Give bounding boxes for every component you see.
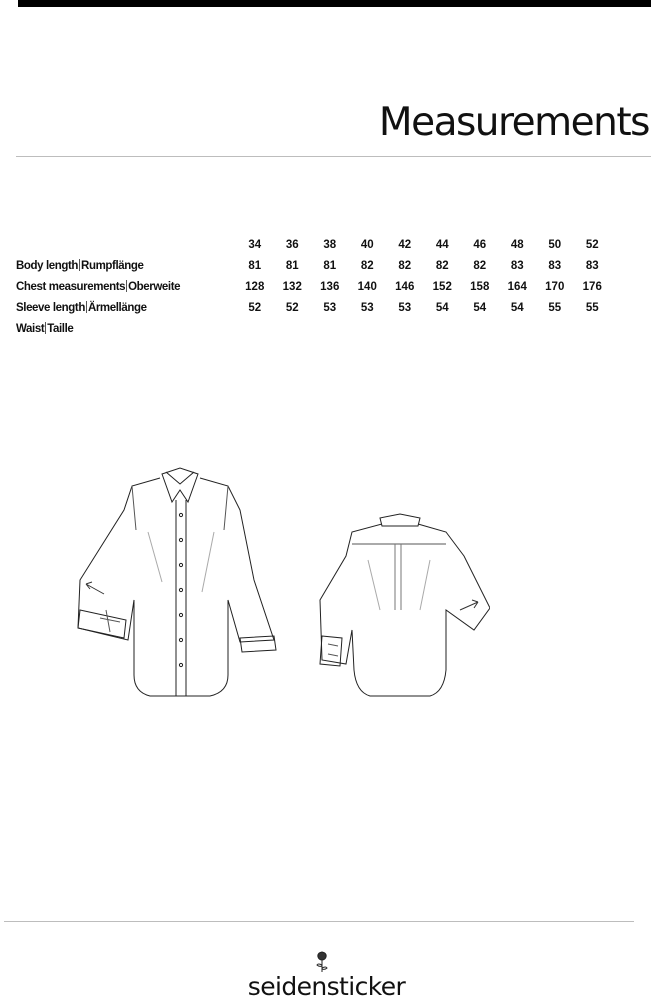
table-row — [16, 297, 611, 318]
label-separator — [79, 259, 80, 271]
table-cell: 81 — [323, 259, 337, 272]
table-cell: 82 — [435, 259, 449, 272]
table-cell: 83 — [585, 259, 599, 272]
table-row — [16, 276, 611, 297]
table-cell: 170 — [545, 280, 565, 293]
brand-logo: seidensticker — [247, 972, 406, 1001]
table-cell: 158 — [470, 280, 490, 293]
size-header-cell: 42 — [398, 238, 412, 251]
table-cell: 176 — [582, 280, 602, 293]
row-label — [16, 297, 236, 318]
rose-icon — [314, 950, 330, 974]
divider-top — [16, 156, 651, 157]
table-cell: 83 — [548, 259, 562, 272]
table-cell: 128 — [245, 280, 265, 293]
row-label-en: Waist — [16, 323, 45, 335]
size-header-cell: 38 — [323, 238, 337, 251]
header-spacer — [16, 234, 236, 255]
label-separator — [126, 280, 127, 292]
table-cell: 82 — [360, 259, 374, 272]
table-cell: 140 — [357, 280, 377, 293]
table-cell: 54 — [473, 301, 487, 314]
row-label-en: Body length — [16, 260, 79, 272]
table-cell: 53 — [360, 301, 374, 314]
table-row — [16, 318, 611, 339]
label-separator — [86, 301, 87, 313]
size-header-cell: 34 — [248, 238, 262, 251]
row-label-de: Rumpflänge — [81, 260, 144, 272]
row-label-de: Taille — [47, 323, 74, 335]
size-header-cell: 48 — [510, 238, 524, 251]
table-cell: 55 — [585, 301, 599, 314]
table-cell: 53 — [323, 301, 337, 314]
row-label-en: Sleeve length — [16, 302, 85, 314]
size-header-cell: 44 — [435, 238, 449, 251]
size-table — [16, 234, 636, 339]
table-cell: 164 — [507, 280, 527, 293]
table-cell: 132 — [282, 280, 302, 293]
table-cell: 53 — [398, 301, 412, 314]
table-cell: 52 — [248, 301, 262, 314]
top-bar — [18, 0, 651, 7]
size-header-row — [16, 234, 611, 255]
table-cell: 52 — [285, 301, 299, 314]
table-cell: 55 — [548, 301, 562, 314]
row-label-de: Ärmellänge — [87, 302, 147, 314]
size-header-cell: 36 — [285, 238, 299, 251]
table-cell: 81 — [285, 259, 299, 272]
row-label-de: Oberweite — [128, 281, 181, 293]
table-cell: 83 — [510, 259, 524, 272]
size-header-cell: 46 — [473, 238, 487, 251]
size-header-cell: 40 — [360, 238, 374, 251]
table-row — [16, 255, 611, 276]
row-label — [16, 276, 236, 297]
table-cell: 146 — [395, 280, 415, 293]
row-label-en: Chest measurements — [16, 281, 126, 293]
divider-bottom — [4, 921, 634, 922]
table-cell: 54 — [435, 301, 449, 314]
shirt-back-sketch — [320, 514, 490, 696]
table-cell: 54 — [510, 301, 524, 314]
shirt-front-sketch — [78, 468, 276, 696]
table-cell: 152 — [432, 280, 452, 293]
row-label — [16, 255, 236, 276]
page-title: Measurements — [378, 100, 649, 145]
table-cell: 82 — [473, 259, 487, 272]
size-header-cell: 52 — [585, 238, 599, 251]
table-cell: 136 — [320, 280, 340, 293]
table-cell: 81 — [248, 259, 262, 272]
row-label — [16, 318, 236, 339]
size-header-cell: 50 — [548, 238, 562, 251]
table-cell: 82 — [398, 259, 412, 272]
shirt-technical-drawing — [70, 460, 490, 710]
